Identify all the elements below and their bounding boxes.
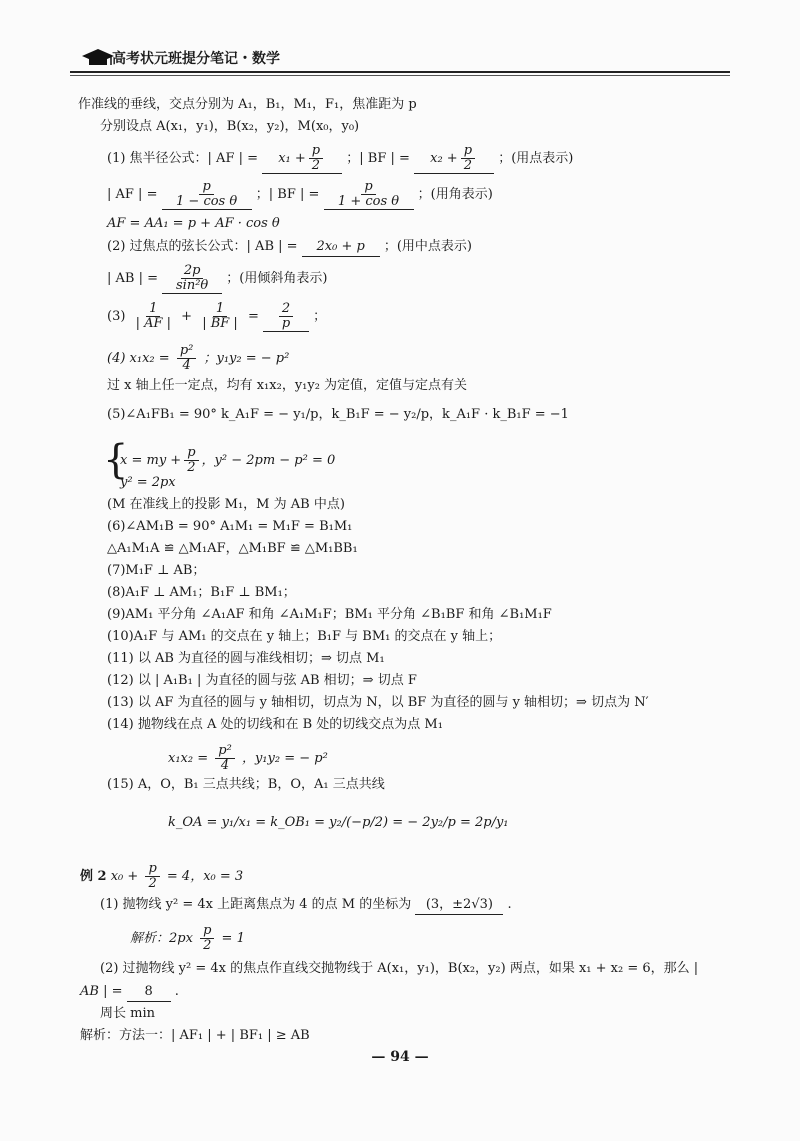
text: ；(用倾斜角表示) [226, 271, 328, 286]
denominator: 2 [148, 876, 157, 891]
text-line: (M 在准线上的投影 M₁，M 为 AB 中点) [107, 497, 345, 512]
answer-blank [162, 264, 222, 294]
fraction [184, 446, 198, 475]
text: 解析：2px [130, 931, 193, 946]
focal-radius-angle-line [107, 180, 493, 210]
text: ；| BF | = [255, 187, 320, 202]
text: ； [313, 309, 327, 324]
text-line: △A₁M₁A ≌ △M₁AF，△M₁BF ≌ △M₁BB₁ [107, 541, 358, 556]
example-2-line [80, 862, 243, 891]
text: = 1 [221, 931, 245, 946]
system-eq-2: y² = 2px [120, 475, 176, 490]
system-eq-1 [120, 446, 335, 475]
fraction [200, 924, 214, 953]
numerator: p² [177, 344, 197, 359]
header-title: 高考状元班提分笔记・数学 [112, 51, 280, 67]
text: (3) [107, 309, 126, 324]
fraction [177, 344, 197, 373]
denominator: 1 − cos θ [176, 194, 238, 209]
question-1-line [100, 896, 512, 915]
fraction [145, 862, 159, 891]
text-line: 分别设点 A(x₁，y₁)，B(x₂，y₂)，M(x₀，y₀) [100, 119, 360, 134]
fraction [173, 180, 240, 209]
text: | AF | = [107, 187, 158, 202]
text: ；(用中点表示) [383, 239, 472, 254]
fraction [215, 744, 235, 773]
text-line: (12) 以 | A₁B₁ | 为直径的圆与弦 AB 相切；⇒ 切点 F [107, 673, 417, 688]
page-header [70, 44, 730, 74]
fraction [335, 180, 402, 209]
text-line: (13) 以 AF 为直径的圆与 y 轴相切，切点为 N，以 BF 为直径的圆与 y 轴相切；⇒ 切点为 N′ [107, 695, 649, 710]
fraction [309, 144, 323, 173]
text-line: 作准线的垂线，交点分别为 A₁，B₁，M₁，F₁，焦准距为 p [78, 97, 417, 112]
example-label: 例 2 [80, 869, 107, 884]
denominator: 4 [182, 358, 191, 373]
denominator: | AF | [135, 316, 171, 331]
left-brace: { [103, 437, 129, 483]
answer-blank [262, 144, 342, 174]
text: (4) x₁x₂ = [107, 351, 170, 366]
header-rule [70, 71, 730, 73]
text: x₁x₂ = [168, 751, 209, 766]
denominator: 4 [220, 758, 230, 773]
reciprocal-sum-line [107, 302, 326, 332]
chord-angle-line [107, 264, 327, 294]
numerator: p [361, 180, 375, 195]
chord-length-line [107, 238, 472, 257]
answer-blank [263, 302, 309, 332]
text: x = my + [120, 453, 182, 468]
question-2-answer-line [80, 983, 179, 1002]
numerator: 1 [213, 302, 227, 317]
numerator: 2p [181, 264, 204, 279]
fraction [199, 302, 241, 331]
denominator: | BF | [202, 316, 238, 331]
tangent-product-line [168, 744, 328, 773]
fraction [279, 302, 293, 331]
text-line: 过 x 轴上任一定点，均有 x₁x₂，y₁y₂ 为定值，定值与定点有关 [107, 378, 468, 393]
text-line: AF = AA₁ = p + AF · cos θ [107, 216, 280, 231]
text: ；(用角表示) [417, 187, 493, 202]
focal-radius-line [107, 144, 573, 174]
answer-blank [324, 180, 414, 210]
numerator: p² [215, 744, 235, 759]
text: + [181, 309, 193, 324]
question-2-line: (2) 过抛物线 y² = 4x 的焦点作直线交抛物线于 A(x₁，y₁)，B(x₂，y₂) 两点，如果 x₁ + x₂ = 6，那么 | [100, 961, 699, 976]
denominator: 1 + cos θ [337, 194, 400, 209]
text: ，y² − 2pm − p² = 0 [201, 453, 336, 468]
text: (2) 过焦点的弦长公式：| AB | = [107, 239, 298, 254]
text: = [247, 309, 259, 324]
text: . [507, 897, 512, 912]
text-line: (6)∠AM₁B = 90° A₁M₁ = M₁F = B₁M₁ [107, 519, 353, 534]
denominator: 2 [203, 938, 212, 953]
answer-text: x₁ + [278, 151, 306, 166]
text: ；y₁y₂ = − p² [203, 351, 290, 366]
text: (1) 焦半径公式：| AF | = [107, 151, 259, 166]
text: ；| BF | = [346, 151, 410, 166]
text: AB | = [80, 984, 123, 999]
denominator: 2 [311, 158, 321, 173]
text-line: 解析：方法一：| AF₁ | + | BF₁ | ≥ AB [80, 1028, 310, 1043]
numerator: p [199, 180, 213, 195]
text: = 4，x₀ = 3 [166, 869, 244, 884]
numerator: 1 [146, 302, 160, 317]
numerator: p [145, 862, 159, 877]
numerator: 2 [279, 302, 293, 317]
answer-blank [414, 144, 494, 174]
numerator: p [184, 446, 198, 461]
answer-blank: 8 [127, 983, 171, 1002]
text: | AB | = [107, 271, 158, 286]
answer-blank: (3，±2√3) [415, 896, 503, 915]
text-line: (15) A，O，B₁ 三点共线；B，O，A₁ 三点共线 [107, 777, 385, 792]
text: . [174, 984, 179, 999]
product-line [107, 344, 289, 373]
text: ，y₁y₂ = − p² [241, 751, 328, 766]
slope-chain-line: k_OA = y₁/x₁ = k_OB₁ = y₂/(−p/2) = − 2y₂/p = 2p/y₁ [168, 815, 509, 830]
fraction [461, 144, 475, 173]
text-line: 周长 min [100, 1006, 155, 1021]
header-rule-thin [70, 75, 730, 76]
denominator: p [281, 316, 291, 331]
numerator: p [461, 144, 475, 159]
text-line: (11) 以 AB 为直径的圆与准线相切；⇒ 切点 M₁ [107, 651, 385, 666]
solution-line [130, 924, 245, 953]
denominator: 2 [463, 158, 472, 173]
denominator: sin²θ [176, 278, 209, 293]
answer-text: x₂ + [430, 151, 458, 166]
page-number: — 94 — [371, 1049, 429, 1065]
text-line: (14) 抛物线在点 A 处的切线和在 B 处的切线交点为点 M₁ [107, 717, 443, 732]
text-line: (8)A₁F ⊥ AM₁；B₁F ⊥ BM₁； [107, 585, 296, 600]
answer-blank [162, 180, 252, 210]
answer-blank: 2x₀ + p [302, 238, 380, 257]
text-line: (5)∠A₁FB₁ = 90° k_A₁F = − y₁/p，k_B₁F = − y₂/p，k_A₁F · k_B₁F = −1 [107, 407, 569, 422]
text-line: (10)A₁F 与 AM₁ 的交点在 y 轴上；B₁F 与 BM₁ 的交点在 y 轴上； [107, 629, 502, 644]
fraction [133, 302, 174, 331]
text: ；(用点表示) [498, 151, 574, 166]
text: x₀ + [110, 869, 139, 884]
denominator: 2 [187, 460, 196, 475]
text-line: (9)AM₁ 平分角 ∠A₁AF 和角 ∠A₁M₁F；BM₁ 平分角 ∠B₁BF 和角 ∠B₁M₁F [107, 607, 552, 622]
text-line: (7)M₁F ⊥ AB； [107, 563, 206, 578]
numerator: p [200, 924, 214, 939]
graduation-cap-icon [80, 48, 116, 68]
numerator: p [309, 144, 323, 159]
fraction [173, 264, 211, 293]
text: (1) 抛物线 y² = 4x 上距离焦点为 4 的点 M 的坐标为 [100, 897, 412, 912]
